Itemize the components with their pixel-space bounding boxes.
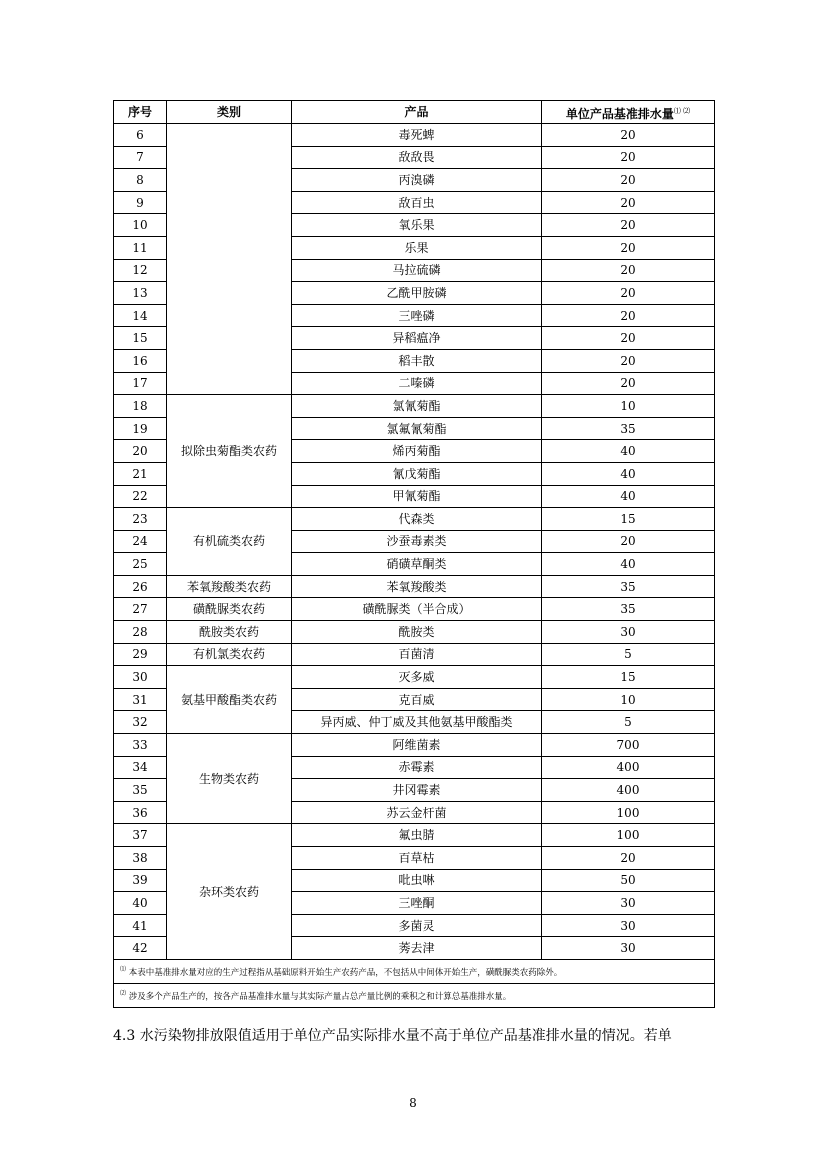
drainage-value-cell: 100 bbox=[542, 801, 715, 824]
row-number: 27 bbox=[114, 598, 167, 621]
table-body bbox=[114, 124, 715, 1008]
row-number: 25 bbox=[114, 553, 167, 576]
table-note bbox=[114, 959, 715, 983]
drainage-value-cell: 35 bbox=[542, 598, 715, 621]
row-number: 13 bbox=[114, 282, 167, 305]
row-number: 11 bbox=[114, 236, 167, 259]
row-number: 33 bbox=[114, 734, 167, 757]
drainage-value-cell: 20 bbox=[542, 530, 715, 553]
drainage-value-cell: 20 bbox=[542, 259, 715, 282]
drainage-value-cell: 35 bbox=[542, 575, 715, 598]
product-cell: 磺酰脲类（半合成） bbox=[292, 598, 542, 621]
category-cell: 拟除虫菊酯类农药 bbox=[167, 395, 292, 508]
drainage-value-cell: 20 bbox=[542, 349, 715, 372]
baseline-drainage-table bbox=[113, 100, 715, 1008]
row-number: 41 bbox=[114, 914, 167, 937]
header-category: 类别 bbox=[167, 101, 292, 124]
product-cell: 沙蚕毒素类 bbox=[292, 530, 542, 553]
drainage-value-cell: 10 bbox=[542, 395, 715, 418]
row-number: 8 bbox=[114, 169, 167, 192]
drainage-value-cell: 5 bbox=[542, 711, 715, 734]
product-cell: 异丙威、仲丁威及其他氨基甲酸酯类 bbox=[292, 711, 542, 734]
table-row bbox=[114, 666, 715, 689]
table-row bbox=[114, 575, 715, 598]
drainage-value-cell: 5 bbox=[542, 643, 715, 666]
product-cell: 三唑磷 bbox=[292, 304, 542, 327]
drainage-value-cell: 15 bbox=[542, 666, 715, 689]
product-cell: 百菌清 bbox=[292, 643, 542, 666]
header-amount-notes: ⑴ ⑵ bbox=[673, 106, 691, 115]
row-number: 10 bbox=[114, 214, 167, 237]
drainage-value-cell: 40 bbox=[542, 440, 715, 463]
product-cell: 莠去津 bbox=[292, 937, 542, 960]
row-number: 21 bbox=[114, 462, 167, 485]
row-number: 9 bbox=[114, 191, 167, 214]
row-number: 22 bbox=[114, 485, 167, 508]
row-number: 36 bbox=[114, 801, 167, 824]
category-cell: 有机氯类农药 bbox=[167, 643, 292, 666]
row-number: 19 bbox=[114, 417, 167, 440]
row-number: 7 bbox=[114, 146, 167, 169]
drainage-value-cell: 20 bbox=[542, 214, 715, 237]
product-cell: 硝磺草酮类 bbox=[292, 553, 542, 576]
product-cell: 阿维菌素 bbox=[292, 734, 542, 757]
table-row bbox=[114, 124, 715, 147]
category-cell bbox=[167, 124, 292, 395]
product-cell: 代森类 bbox=[292, 508, 542, 531]
row-number: 6 bbox=[114, 124, 167, 147]
row-number: 42 bbox=[114, 937, 167, 960]
header-amount-label: 单位产品基准排水量 bbox=[565, 106, 674, 121]
product-cell: 二嗪磷 bbox=[292, 372, 542, 395]
category-cell: 磺酰脲类农药 bbox=[167, 598, 292, 621]
row-number: 17 bbox=[114, 372, 167, 395]
product-cell: 敌敌畏 bbox=[292, 146, 542, 169]
drainage-value-cell: 20 bbox=[542, 282, 715, 305]
table-note-row bbox=[114, 959, 715, 983]
product-cell: 三唑酮 bbox=[292, 892, 542, 915]
drainage-value-cell: 30 bbox=[542, 914, 715, 937]
row-number: 34 bbox=[114, 756, 167, 779]
table-note-row bbox=[114, 983, 715, 1007]
product-cell: 稻丰散 bbox=[292, 349, 542, 372]
product-cell: 克百威 bbox=[292, 688, 542, 711]
drainage-value-cell: 20 bbox=[542, 372, 715, 395]
note-mark: ⑴ bbox=[120, 965, 127, 973]
product-cell: 乙酰甲胺磷 bbox=[292, 282, 542, 305]
drainage-value-cell: 20 bbox=[542, 146, 715, 169]
row-number: 26 bbox=[114, 575, 167, 598]
product-cell: 灭多威 bbox=[292, 666, 542, 689]
product-cell: 氯氰菊酯 bbox=[292, 395, 542, 418]
drainage-value-cell: 40 bbox=[542, 553, 715, 576]
table-header-row bbox=[114, 101, 715, 124]
drainage-value-cell: 50 bbox=[542, 869, 715, 892]
row-number: 30 bbox=[114, 666, 167, 689]
product-cell: 氯氟氰菊酯 bbox=[292, 417, 542, 440]
product-cell: 吡虫啉 bbox=[292, 869, 542, 892]
category-cell: 氨基甲酸酯类农药 bbox=[167, 666, 292, 734]
row-number: 18 bbox=[114, 395, 167, 418]
row-number: 32 bbox=[114, 711, 167, 734]
row-number: 24 bbox=[114, 530, 167, 553]
category-cell: 杂环类农药 bbox=[167, 824, 292, 960]
product-cell: 氰戊菊酯 bbox=[292, 462, 542, 485]
body-paragraph: 4.3 水污染物排放限值适用于单位产品实际排水量不高于单位产品基准排水量的情况。若单 bbox=[113, 1028, 672, 1044]
drainage-value-cell: 100 bbox=[542, 824, 715, 847]
drainage-value-cell: 40 bbox=[542, 485, 715, 508]
drainage-value-cell: 30 bbox=[542, 621, 715, 644]
product-cell: 苏云金杆菌 bbox=[292, 801, 542, 824]
product-cell: 烯丙菊酯 bbox=[292, 440, 542, 463]
category-cell: 酰胺类农药 bbox=[167, 621, 292, 644]
product-cell: 井冈霉素 bbox=[292, 779, 542, 802]
table-row bbox=[114, 824, 715, 847]
row-number: 39 bbox=[114, 869, 167, 892]
row-number: 12 bbox=[114, 259, 167, 282]
drainage-value-cell: 35 bbox=[542, 417, 715, 440]
header-product: 产品 bbox=[292, 101, 542, 124]
header-no: 序号 bbox=[114, 101, 167, 124]
note-text: 涉及多个产品生产的，按各产品基准排水量与其实际产量占总产量比例的乘积之和计算总基准排水量。 bbox=[128, 991, 512, 1002]
product-cell: 氟虫腈 bbox=[292, 824, 542, 847]
row-number: 20 bbox=[114, 440, 167, 463]
drainage-value-cell: 20 bbox=[542, 191, 715, 214]
page-number: 8 bbox=[409, 1096, 417, 1110]
drainage-value-cell: 20 bbox=[542, 304, 715, 327]
row-number: 29 bbox=[114, 643, 167, 666]
row-number: 16 bbox=[114, 349, 167, 372]
table-row bbox=[114, 508, 715, 531]
row-number: 15 bbox=[114, 327, 167, 350]
product-cell: 丙溴磷 bbox=[292, 169, 542, 192]
table-row bbox=[114, 734, 715, 757]
product-cell: 多菌灵 bbox=[292, 914, 542, 937]
product-cell: 乐果 bbox=[292, 236, 542, 259]
drainage-value-cell: 10 bbox=[542, 688, 715, 711]
category-cell: 有机硫类农药 bbox=[167, 508, 292, 576]
table-row bbox=[114, 621, 715, 644]
product-cell: 毒死蜱 bbox=[292, 124, 542, 147]
category-cell: 苯氧羧酸类农药 bbox=[167, 575, 292, 598]
product-cell: 马拉硫磷 bbox=[292, 259, 542, 282]
drainage-value-cell: 20 bbox=[542, 847, 715, 870]
drainage-value-cell: 30 bbox=[542, 892, 715, 915]
drainage-value-cell: 30 bbox=[542, 937, 715, 960]
table-row bbox=[114, 598, 715, 621]
drainage-value-cell: 20 bbox=[542, 169, 715, 192]
row-number: 31 bbox=[114, 688, 167, 711]
drainage-value-cell: 20 bbox=[542, 327, 715, 350]
drainage-value-cell: 20 bbox=[542, 236, 715, 259]
row-number: 14 bbox=[114, 304, 167, 327]
product-cell: 敌百虫 bbox=[292, 191, 542, 214]
drainage-value-cell: 700 bbox=[542, 734, 715, 757]
note-mark: ⑵ bbox=[120, 989, 127, 997]
row-number: 35 bbox=[114, 779, 167, 802]
table-row bbox=[114, 395, 715, 418]
row-number: 23 bbox=[114, 508, 167, 531]
category-cell: 生物类农药 bbox=[167, 734, 292, 824]
product-cell: 赤霉素 bbox=[292, 756, 542, 779]
table-note bbox=[114, 983, 715, 1007]
product-cell: 异稻瘟净 bbox=[292, 327, 542, 350]
product-cell: 甲氰菊酯 bbox=[292, 485, 542, 508]
product-cell: 氧乐果 bbox=[292, 214, 542, 237]
product-cell: 酰胺类 bbox=[292, 621, 542, 644]
product-cell: 百草枯 bbox=[292, 847, 542, 870]
drainage-value-cell: 15 bbox=[542, 508, 715, 531]
row-number: 40 bbox=[114, 892, 167, 915]
row-number: 37 bbox=[114, 824, 167, 847]
table-row bbox=[114, 643, 715, 666]
row-number: 38 bbox=[114, 847, 167, 870]
drainage-value-cell: 400 bbox=[542, 756, 715, 779]
drainage-value-cell: 400 bbox=[542, 779, 715, 802]
header-amount bbox=[542, 101, 715, 124]
drainage-value-cell: 20 bbox=[542, 124, 715, 147]
row-number: 28 bbox=[114, 621, 167, 644]
note-text: 本表中基准排水量对应的生产过程指从基础原料开始生产农药产品，不包括从中间体开始生产，磺酰脲类农药除外。 bbox=[128, 967, 563, 978]
drainage-value-cell: 40 bbox=[542, 462, 715, 485]
product-cell: 苯氧羧酸类 bbox=[292, 575, 542, 598]
